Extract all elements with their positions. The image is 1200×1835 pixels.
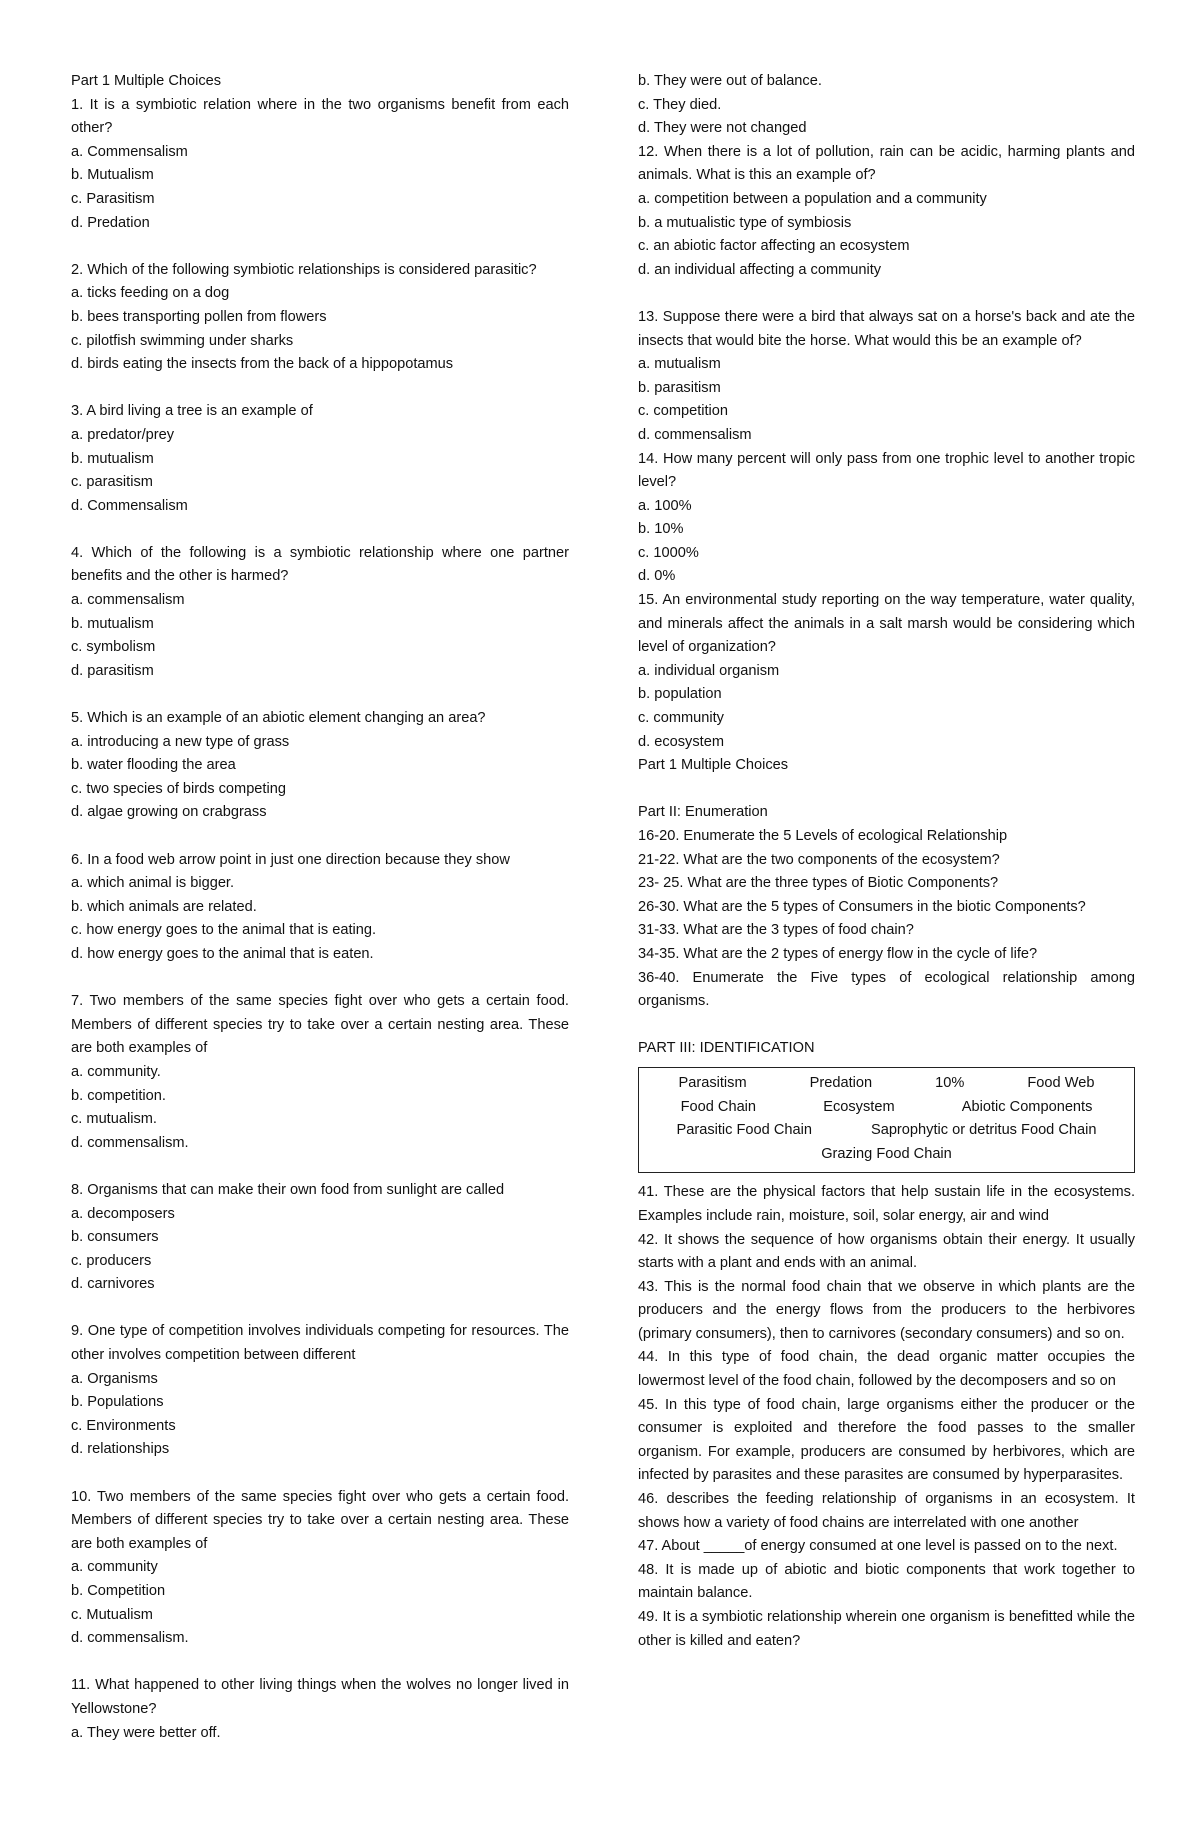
text-line: d. Commensalism — [71, 497, 188, 514]
text-line: 31-33. What are the 3 types of food chain? — [638, 922, 914, 939]
text-line: c. pilotfish swimming under sharks — [71, 332, 294, 349]
text-line: 5. Which is an example of an abiotic element changing an area? — [71, 710, 486, 727]
blank-line — [638, 778, 1135, 802]
text-line: b. a mutualistic type of symbiosis — [638, 214, 852, 231]
text-line: 6. In a food web arrow point in just one direction because they show — [71, 851, 510, 868]
text-line: a. decomposers — [71, 1205, 175, 1222]
question-text: 46. describes the feeding relationship of organisms in an ecosystem. It shows how a variety of food chains are interrelated with one another — [638, 1491, 1135, 1531]
word-box-row-1 — [647, 1072, 1126, 1096]
text-line: d. birds eating the insects from the back of a hippopotamus — [71, 356, 454, 373]
question-text: 14. How many percent will only pass from one trophic level to another tropic level? — [638, 450, 1135, 491]
text-line: b. 10% — [638, 521, 684, 538]
text-line: d. an individual affecting a community — [638, 261, 882, 278]
word-box-item: 10% — [935, 1074, 965, 1091]
question-text: 12. When there is a lot of pollution, rain can be acidic, harming plants and animals. What is this an example of? — [638, 143, 1135, 184]
text-line: c. community — [638, 710, 724, 727]
text-line: d. relationships — [71, 1441, 170, 1458]
text-line: 23- 25. What are the three types of Biotic Components? — [638, 875, 999, 892]
word-box-item: Ecosystem — [823, 1098, 895, 1115]
question-text: 4. Which of the following is a symbiotic relationship where one partner benefits and the other is harmed? — [71, 544, 569, 585]
text-line: Part II: Enumeration — [638, 804, 768, 821]
text-line: b. water flooding the area — [71, 757, 236, 774]
question-text: 10. Two members of the same species fight over who gets a certain food. Members of different species try to take over a certain nesting area. These are both examples of — [71, 1488, 569, 1552]
question-text: 42. It shows the sequence of how organisms obtain their energy. It usually starts with a plant and ends with an animal. — [638, 1231, 1135, 1272]
text-line: a. Organisms — [71, 1370, 158, 1387]
word-box-item: Abiotic Components — [961, 1098, 1093, 1115]
text-line: a. commensalism — [71, 592, 185, 609]
question-text: 43. This is the normal food chain that we observe in which plants are the producers and the energy flows from the producers to the herbivores (primary consumers), then to carnivores (secondary consumers) and so on. — [638, 1278, 1135, 1342]
blank-line — [71, 825, 569, 849]
text-line: a. predator/prey — [71, 426, 175, 443]
blank-line — [71, 683, 569, 707]
text-line: b. competition. — [71, 1087, 166, 1104]
text-line: Part 1 Multiple Choices — [638, 757, 789, 774]
right-column-bottom — [638, 1181, 1135, 1653]
text-line: 8. Organisms that can make their own food from sunlight are called — [71, 1181, 505, 1198]
text-line: c. Parasitism — [71, 190, 155, 207]
text-line: c. Mutualism — [71, 1606, 153, 1623]
text-line: 3. A bird living a tree is an example of — [71, 403, 313, 420]
text-line: b. bees transporting pollen from flowers — [71, 308, 327, 325]
question-text: 48. It is made up of abiotic and biotic components that work together to maintain balance. — [638, 1561, 1135, 1602]
text-line: a. individual organism — [638, 662, 780, 679]
blank-line — [71, 518, 569, 542]
text-line: c. producers — [71, 1252, 152, 1269]
blank-line — [71, 1462, 569, 1486]
text-line: d. commensalism. — [71, 1134, 189, 1151]
blank-line — [638, 1014, 1135, 1038]
text-line: c. competition — [638, 403, 729, 420]
word-box-item: Food Web — [1027, 1074, 1095, 1091]
question-text: 36-40. Enumerate the Five types of ecological relationship among organisms. — [638, 969, 1135, 1010]
text-line: d. commensalism — [638, 426, 752, 443]
text-line: 21-22. What are the two components of the ecosystem? — [638, 851, 1000, 868]
text-line: c. parasitism — [71, 474, 153, 491]
right-column-top — [638, 70, 1135, 1061]
question-text: 44. In this type of food chain, the dead organic matter occupies the lowermost level of the food chain, followed by the decomposers and so on — [638, 1349, 1135, 1390]
word-box-row-2 — [647, 1096, 1126, 1120]
text-line: b. Competition — [71, 1583, 166, 1599]
text-line: a. introducing a new type of grass — [71, 733, 290, 750]
text-line: d. They were not changed — [638, 120, 807, 137]
text-line: d. carnivores — [71, 1276, 155, 1293]
text-line: 26-30. What are the 5 types of Consumers in the biotic Components? — [638, 898, 1086, 915]
text-line: a. Commensalism — [71, 143, 188, 160]
text-line: c. symbolism — [71, 639, 156, 656]
word-box-item: Grazing Food Chain — [821, 1145, 952, 1162]
blank-line — [71, 967, 569, 991]
text-line: b. Populations — [71, 1394, 164, 1411]
text-line: d. 0% — [638, 568, 676, 585]
question-text: 41. These are the physical factors that help sustain life in the ecosystems. Examples include rain, moisture, soil, solar energy, air and wind — [638, 1184, 1135, 1224]
text-line: a. 100% — [638, 497, 692, 514]
text-line: Part 1 Multiple Choices — [71, 73, 222, 89]
word-box-row-3 — [647, 1119, 1126, 1143]
word-box-item: Parasitic Food Chain — [676, 1122, 812, 1139]
text-line: 16-20. Enumerate the 5 Levels of ecological Relationship — [638, 828, 1008, 844]
text-line: b. Mutualism — [71, 167, 154, 184]
text-line: a. mutualism — [638, 356, 721, 373]
text-line: c. how energy goes to the animal that is eating. — [71, 922, 377, 939]
text-line: PART III: IDENTIFICATION — [638, 1040, 815, 1057]
text-line: c. They died. — [638, 96, 722, 113]
blank-line — [71, 1651, 569, 1675]
text-line: c. mutualism. — [71, 1111, 157, 1128]
blank-line — [71, 1155, 569, 1179]
text-line: b. mutualism — [71, 450, 154, 467]
question-text: 45. In this type of food chain, large organisms either the producer or the consumer is exploited and therefore the food passes to the smaller organism. For example, producers are consumed by herbivores, which are infected by parasites and these parasites are consumed by hyperparasites. — [638, 1396, 1135, 1484]
text-line: a. ticks feeding on a dog — [71, 285, 230, 302]
word-box-item: Saprophytic or detritus Food Chain — [870, 1122, 1097, 1139]
word-box-item: Predation — [809, 1074, 873, 1091]
text-line: b. They were out of balance. — [638, 73, 822, 89]
question-text: 15. An environmental study reporting on the way temperature, water quality, and minerals affect the animals in a salt marsh would be considering which level of organization? — [638, 592, 1135, 656]
text-line: d. Predation — [71, 214, 150, 231]
text-line: d. ecosystem — [638, 733, 724, 750]
text-line: a. They were better off. — [71, 1724, 221, 1741]
text-line: c. two species of birds competing — [71, 780, 286, 797]
question-text: 7. Two members of the same species fight over who gets a certain food. Members of different species try to take over a certain nesting area. These are both examples of — [71, 993, 569, 1057]
blank-line — [71, 235, 569, 259]
word-box-item: Food Chain — [680, 1098, 757, 1115]
right-column — [638, 70, 1135, 1653]
text-line: b. parasitism — [638, 379, 721, 396]
text-line: d. parasitism — [71, 662, 154, 679]
text-line: b. which animals are related. — [71, 898, 257, 915]
question-text: 11. What happened to other living things when the wolves no longer lived in Yellowstone? — [71, 1677, 569, 1717]
word-box-row-4 — [647, 1143, 1126, 1167]
text-line: a. competition between a population and a community — [638, 190, 987, 207]
text-line: d. commensalism. — [71, 1630, 189, 1647]
text-line: d. algae growing on crabgrass — [71, 804, 267, 821]
text-line: c. Environments — [71, 1417, 176, 1434]
blank-line — [71, 377, 569, 401]
text-line: a. community — [71, 1559, 158, 1576]
text-line: c. an abiotic factor affecting an ecosystem — [638, 238, 910, 255]
text-line: b. mutualism — [71, 615, 154, 632]
text-line: a. which animal is bigger. — [71, 875, 235, 892]
blank-line — [71, 1297, 569, 1321]
text-line: c. 1000% — [638, 544, 699, 561]
blank-line — [638, 282, 1135, 306]
text-line: 34-35. What are the 2 types of energy flow in the cycle of life? — [638, 945, 1038, 962]
question-text: 1. It is a symbiotic relation where in the two organisms benefit from each other? — [71, 96, 569, 137]
text-line: b. population — [638, 686, 722, 703]
question-text: 9. One type of competition involves individuals competing for resources. The other involves competition between different — [71, 1323, 569, 1364]
text-line: a. community. — [71, 1063, 161, 1080]
question-text: 13. Suppose there were a bird that always sat on a horse's back and ate the insects that would bite the horse. What would this be an example of? — [638, 308, 1135, 349]
text-line: d. how energy goes to the animal that is eaten. — [71, 945, 374, 962]
identification-word-box — [638, 1067, 1135, 1173]
text-line: b. consumers — [71, 1229, 159, 1246]
question-text: 2. Which of the following symbiotic relationships is considered parasitic? — [71, 261, 537, 278]
text-line: 47. About _____of energy consumed at one level is passed on to the next. — [638, 1538, 1118, 1555]
question-text: 49. It is a symbiotic relationship wherein one organism is benefitted while the other is killed and eaten? — [638, 1609, 1135, 1649]
word-box-item: Parasitism — [678, 1074, 747, 1091]
left-column — [71, 70, 569, 1745]
